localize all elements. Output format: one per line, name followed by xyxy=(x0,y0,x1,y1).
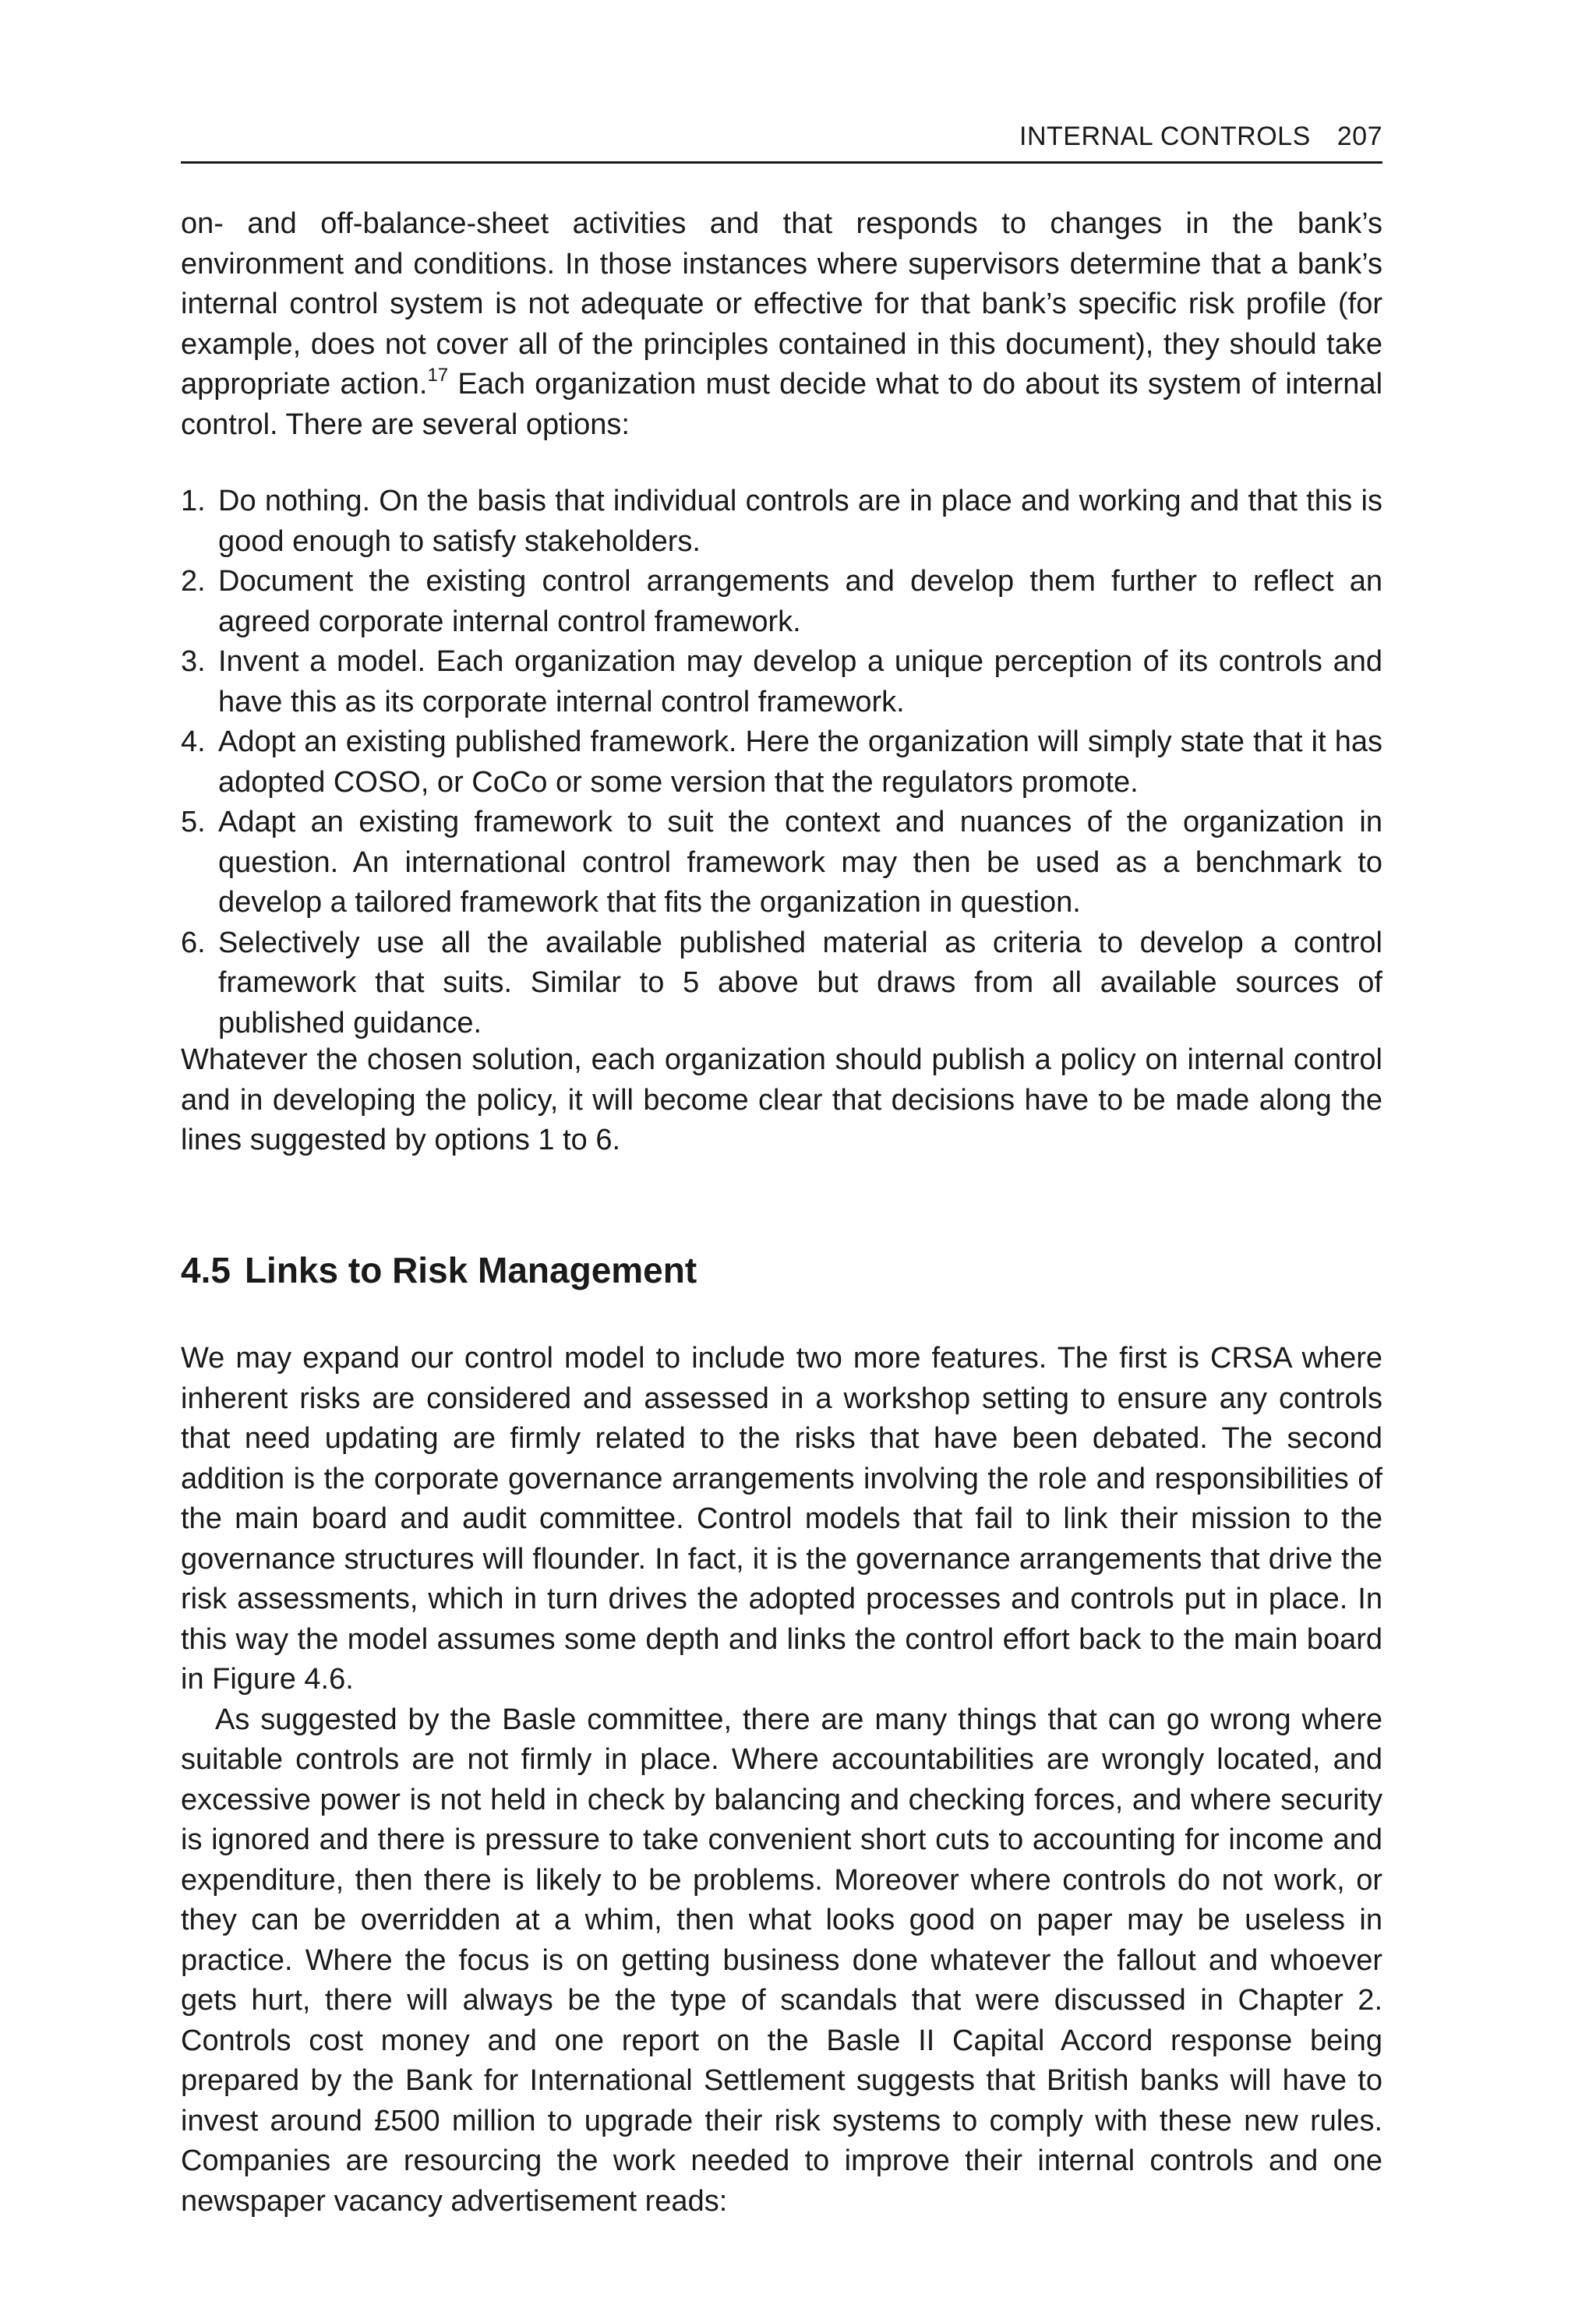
section-heading xyxy=(181,1247,1382,1294)
intro-paragraph xyxy=(181,204,1382,445)
list-item xyxy=(181,722,1382,803)
list-item-text: Selectively use all the available published material as criteria to develop a control framework that suits. Similar to 5 above but draws from all available sources of published guidance. xyxy=(218,926,1382,1039)
list-item xyxy=(181,803,1382,923)
list-item xyxy=(181,642,1382,722)
list-item xyxy=(181,923,1382,1044)
after-list-text: Whatever the chosen solution, each organization should publish a policy on internal control and in developing the policy, it will become clear that decisions have to be made along the lines suggested by options 1 to 6. xyxy=(181,1043,1382,1156)
running-header xyxy=(181,117,1382,164)
intro-text-before-note: on- and off-balance-sheet activities and that responds to changes in the bank’s environment and conditions. In those instances where supervisors determine that a bank’s internal control system is not adequate or effective for that bank’s specific risk profile (for example, does not cover all of the principles contained in this document), they should take appropriate action. xyxy=(181,207,1382,401)
list-item-number: 2. xyxy=(181,565,206,598)
page-number: 207 xyxy=(1336,122,1382,151)
list-item-text: Invent a model. Each organization may develop a unique perception of its controls and have this as its corporate internal control framework. xyxy=(218,645,1382,718)
list-item-number: 4. xyxy=(181,725,206,758)
options-list xyxy=(181,482,1382,1043)
running-title: INTERNAL CONTROLS xyxy=(1019,122,1311,151)
list-item-number: 1. xyxy=(181,485,206,517)
list-item xyxy=(181,562,1382,642)
book-page xyxy=(181,0,1382,2319)
list-item xyxy=(181,482,1382,562)
body-paragraph-2: As suggested by the Basle committee, there are many things that can go wrong where suitable controls are not firmly in place. Where accountabilities are wrongly located, and excessive power is not held in check by balancing and checking forces, and where security is ignored and there is pressure to take convenient short cuts to accounting for income and expenditure, then there is likely to be problems. Moreover where controls do not work, or they can be overridden at a whim, then what looks good on paper may be useless in practice. Where the focus is on getting business done whatever the fallout and whoever gets hurt, there will always be the type of scandals that were discussed in Chapter 2. Controls cost money and one report on the Basle II Capital Accord response being prepared by the Bank for International Settlement suggests that British banks will have to invest around £500 million to upgrade their risk systems to comply with these new rules. Companies are resourcing the work needed to improve their internal controls and one newspaper vacancy advertisement reads: xyxy=(181,1703,1382,2218)
list-item-text: Do nothing. On the basis that individual controls are in place and working and that this is good enough to satisfy stakeholders. xyxy=(218,485,1382,558)
list-item-text: Document the existing control arrangements and develop them further to reflect an agreed corporate internal control framework. xyxy=(218,565,1382,638)
footnote-reference: 17 xyxy=(427,365,449,386)
list-item-text: Adapt an existing framework to suit the context and nuances of the organization in question. An international control framework may then be used as a benchmark to develop a tailored framework that fits the organization in question. xyxy=(218,806,1382,919)
section-number: 4.5 xyxy=(181,1250,231,1290)
list-item-number: 6. xyxy=(181,926,206,959)
list-item-text: Adopt an existing published framework. Here the organization will simply state that it has adopted COSO, or CoCo or some version that the regulators promote. xyxy=(218,725,1382,799)
list-item-number: 5. xyxy=(181,806,206,838)
section-body xyxy=(181,1339,1382,2222)
intro-text-after-note: Each organization must decide what to do about its system of internal control. There are several options: xyxy=(181,368,1383,441)
after-list-paragraph xyxy=(181,1040,1382,1161)
section-title: Links to Risk Management xyxy=(244,1250,697,1290)
body-paragraph-1: We may expand our control model to include two more features. The first is CRSA where inherent risks are considered and assessed in a workshop setting to ensure any controls that need updating are firmly related to the risks that have been debated. The second addition is the corporate governance arrangements involving the role and responsibilities of the main board and audit committee. Control models that fail to link their mission to the governance structures will flounder. In fact, it is the governance arrangements that drive the risk assessments, which in turn drives the adopted processes and controls put in place. In this way the model assumes some depth and links the control effort back to the main board in Figure 4.6. xyxy=(181,1342,1382,1696)
list-item-number: 3. xyxy=(181,645,206,678)
